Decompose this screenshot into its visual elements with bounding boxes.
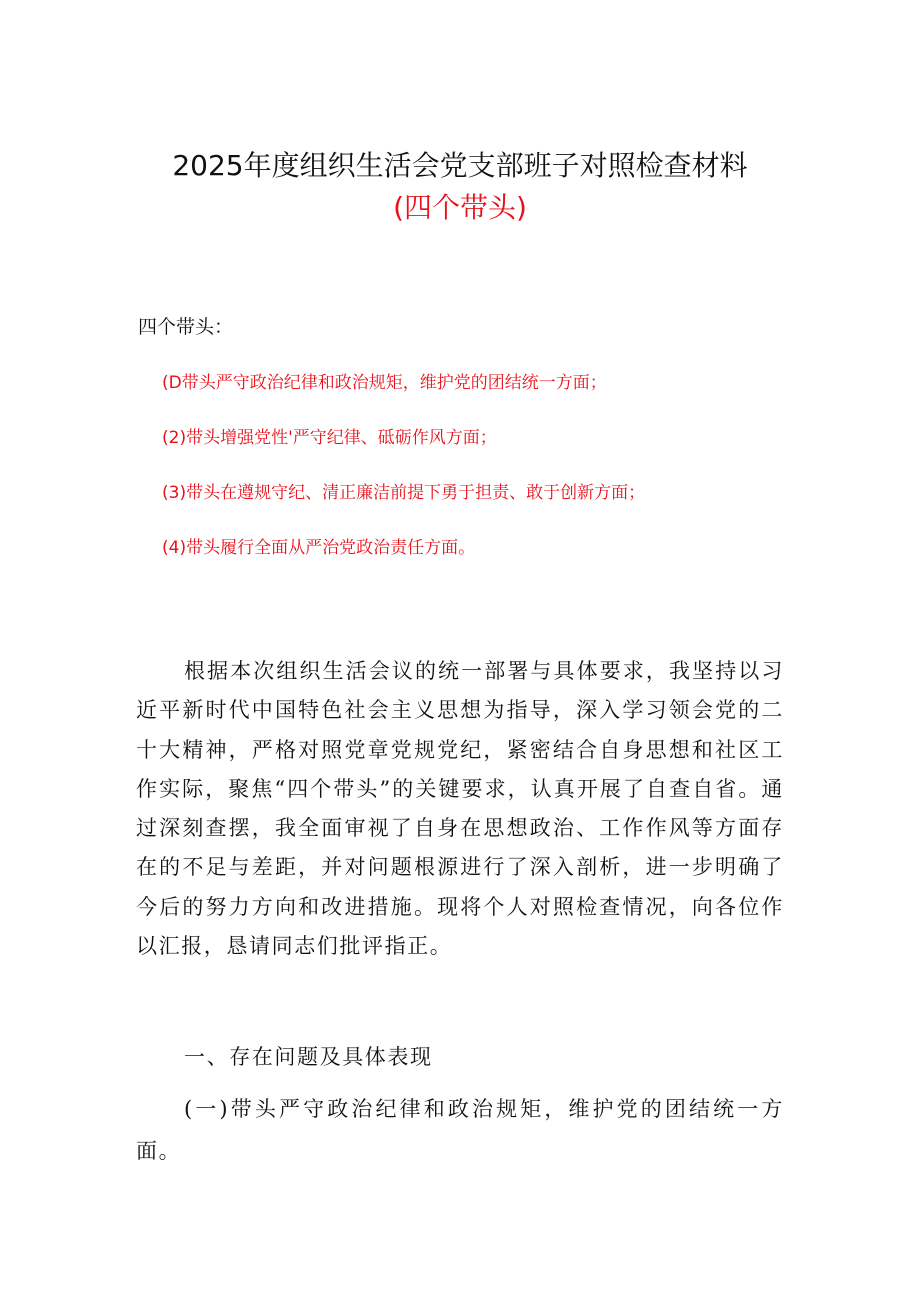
document-subtitle: (四个带头) <box>393 191 527 224</box>
section-label: 四个带头： <box>138 316 234 338</box>
list-item: (D带头严守政治纪律和政治规矩，维护党的团结统一方面； <box>162 373 607 393</box>
subsection-heading: (一)带头严守政治纪律和政治规矩，维护党的团结统一方面。 <box>136 1097 784 1163</box>
list-item: (2)带头增强党性'严守纪律、砥砺作风方面； <box>162 428 497 448</box>
four-leads-list <box>162 370 645 590</box>
list-item: (3)带头在遵规守纪、清正廉洁前提下勇于担责、敢于创新方面； <box>162 483 646 503</box>
document-title: 2025年度组织生活会党支部班子对照检查材料 <box>172 149 748 182</box>
section-heading: 一、存在问题及具体表现 <box>184 1045 433 1069</box>
list-item: (4)带头履行全面从严治党政治责任方面。 <box>162 538 476 558</box>
intro-paragraph: 根据本次组织生活会议的统一部署与具体要求，我坚持以习近平新时代中国特色社会主义思想为指导，深入学习领会党的二十大精神，严格对照党章党规党纪，紧密结合自身思想和社区工作实际，聚焦“四个带头”的关键要求，认真开展了自查自省。通过深刻查摆，我全面审视了自身在思想政治、工作作风等方面存在的不足与差距，并对问题根源进行了深入剖析，进一步明确了今后的努力方向和改进措施。现将个人对照检查情况，向各位作以汇报，恳请同志们批评指正。 <box>136 659 784 959</box>
